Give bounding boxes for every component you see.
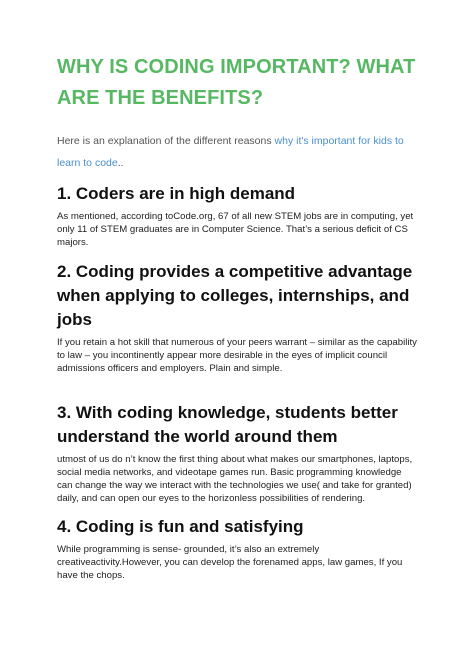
- document-content: [57, 52, 419, 582]
- intro-link[interactable]: why it's important for kids to learn to code: [57, 135, 404, 169]
- section-heading: 1. Coders are in high demand: [57, 184, 296, 203]
- section-high-demand: [57, 182, 419, 249]
- section-body: While programming is sense- grounded, it’s also an extremely creativeactivity.However, you can develop the forenamed apps, law games, If you have the chops.: [57, 544, 403, 581]
- page-title: WHY IS CODING IMPORTANT? WHAT ARE THE BENEFITS?: [57, 56, 416, 109]
- section-competitive-advantage: [57, 260, 419, 375]
- section-heading: 2. Coding provides a competitive advantage when applying to colleges, internships, and jobs: [57, 262, 413, 329]
- section-body: utmost of us do n’t know the first thing about what makes our smartphones, laptops, social media networks, and videotape games run. Basic programming knowledge can change the way we interact with the technologies we use( and take for granted) daily, and can open our eyes to the horizonless possibilities of rendering.: [57, 454, 413, 504]
- intro-text: Here is an explanation of the different reasons: [57, 135, 275, 147]
- section-heading: 3. With coding knowledge, students better understand the world around them: [57, 403, 398, 446]
- intro-paragraph: [57, 130, 419, 174]
- section-body: If you retain a hot skill that numerous of your peers warrant – similar as the capability to law – you incontinently appear more desirable in the eyes of implicit council admissions officers and employers. Plain and simple.: [57, 337, 417, 374]
- section-heading: 4. Coding is fun and satisfying: [57, 517, 304, 536]
- section-body: As mentioned, according toCode.org, 67 of all new STEM jobs are in computing, yet only 11 of STEM graduates are in Computer Science. That’s a serious deficit of CS majors.: [57, 211, 414, 248]
- section-understand-world: [57, 401, 419, 505]
- intro-text-end: ..: [117, 157, 124, 169]
- section-fun-satisfying: [57, 515, 419, 582]
